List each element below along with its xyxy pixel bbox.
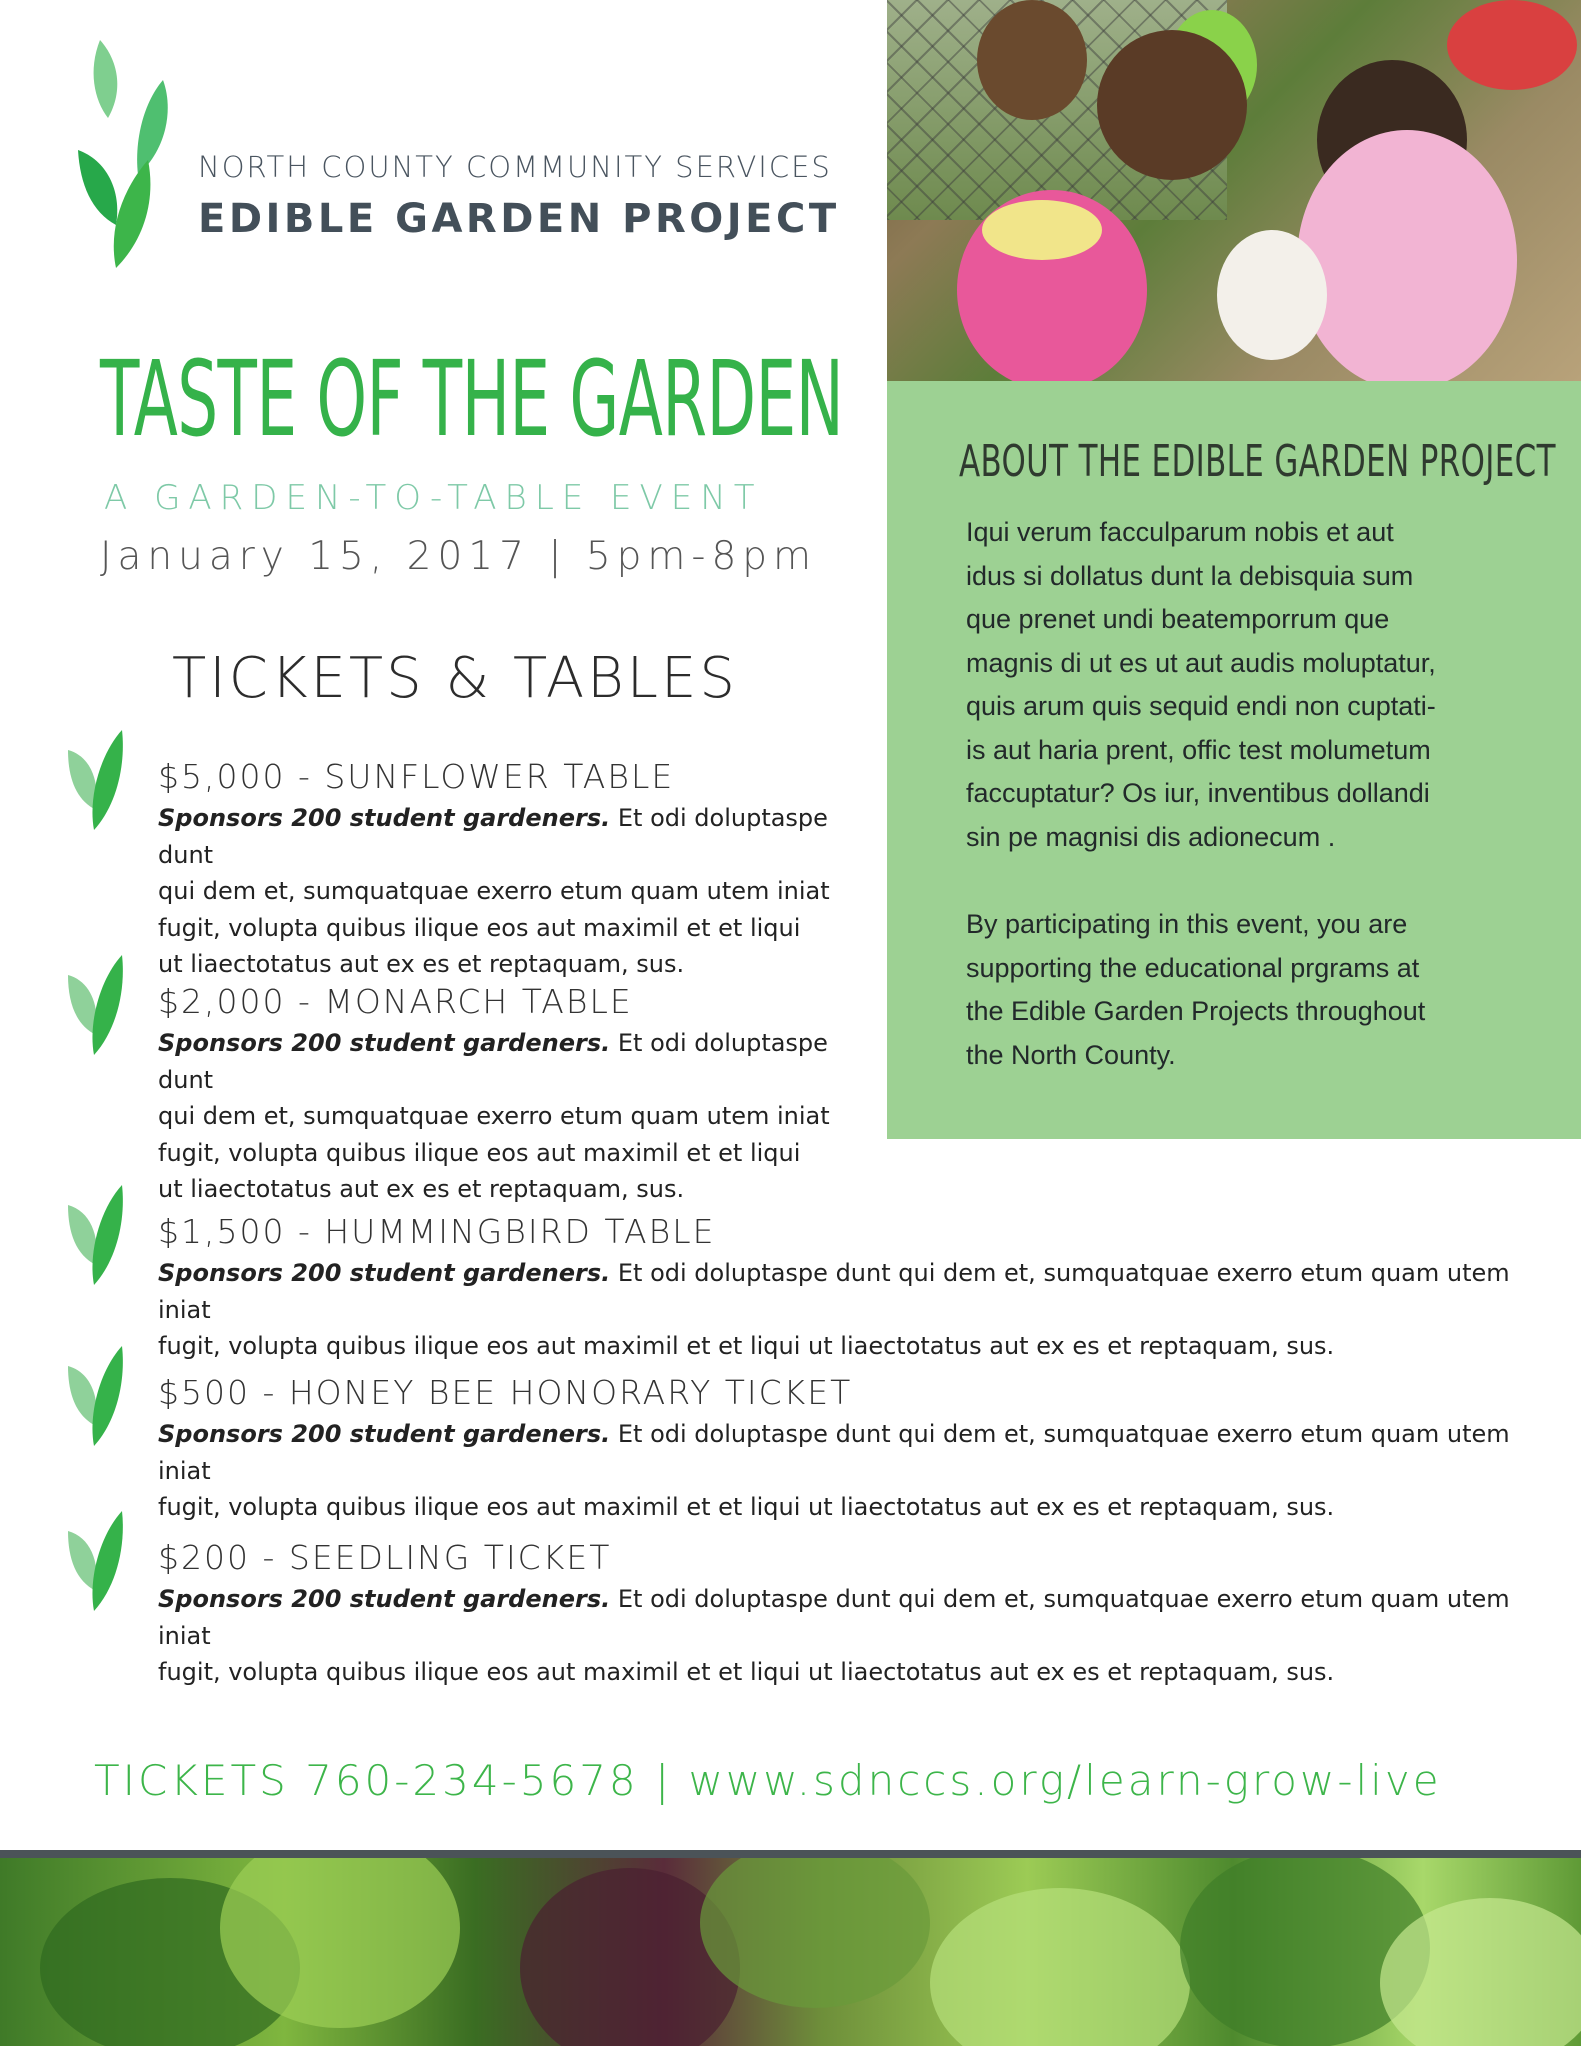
- tier-line: Et odi doluptaspe dunt: [158, 1029, 828, 1094]
- tier-line: Et odi doluptaspe dunt qui dem et, sumquatquae exerro etum quam utem iniat: [158, 1585, 1510, 1650]
- about-line: By participating in this event, you are: [966, 909, 1408, 939]
- tier-line: Et odi doluptaspe dunt qui dem et, sumquatquae exerro etum quam utem iniat: [158, 1259, 1510, 1324]
- event-subtitle: A GARDEN-TO-TABLE EVENT: [104, 478, 763, 518]
- about-line: idus si dollatus dunt la debisquia sum: [966, 560, 1414, 591]
- tier-description: [158, 1025, 858, 1208]
- about-paragraph-2: [966, 903, 1536, 1077]
- about-title: ABOUT THE EDIBLE GARDEN PROJECT: [959, 436, 1556, 487]
- tier-description: [158, 800, 858, 983]
- tier-line: ut liaectotatus aut ex es et reptaquam, sus.: [158, 1175, 685, 1203]
- about-line: is aut haria prent, offic test molumetum: [966, 734, 1431, 765]
- about-body: [966, 511, 1536, 1077]
- tier-line: Et odi doluptaspe dunt qui dem et, sumquatquae exerro etum quam utem iniat: [158, 1420, 1510, 1485]
- about-line: que prenet undi beatemporrum que: [966, 604, 1390, 634]
- org-name: NORTH COUNTY COMMUNITY SERVICES: [198, 150, 832, 184]
- tier-line: qui dem et, sumquatquae exerro etum quam utem iniat: [158, 1102, 830, 1130]
- tier-description: [158, 1255, 1558, 1365]
- leaf-bullet-icon: [68, 1511, 126, 1616]
- tier-line: fugit, volupta quibus ilique eos aut maximil et et liqui ut liaectotatus aut ex es et reptaquam, sus.: [158, 1332, 1335, 1360]
- leaf-logo-icon: [78, 40, 178, 275]
- tier-title: $500 - HONEY BEE HONORARY TICKET: [158, 1373, 853, 1412]
- project-name: EDIBLE GARDEN PROJECT: [198, 196, 840, 242]
- tier-description: [158, 1416, 1558, 1526]
- tier-line: fugit, volupta quibus ilique eos aut maximil et et liqui: [158, 1138, 801, 1167]
- leaf-bullet-icon: [68, 730, 126, 835]
- tier-lead: Sponsors 200 student gardeners.: [158, 1420, 611, 1448]
- about-paragraph-1: [966, 511, 1536, 859]
- leaf-bullet-icon: [68, 1346, 126, 1451]
- tier-title: $2,000 - MONARCH TABLE: [158, 982, 633, 1021]
- about-line: Iqui verum facculparum nobis et aut: [966, 517, 1394, 547]
- tier-line: qui dem et, sumquatquae exerro etum quam utem iniat: [158, 877, 830, 905]
- tier-description: [158, 1581, 1558, 1691]
- tier-title: $1,500 - HUMMINGBIRD TABLE: [158, 1212, 716, 1251]
- about-line: faccuptatur? Os iur, inventibus dollandi: [966, 778, 1430, 808]
- contact-line: TICKETS 760-234-5678 | www.sdnccs.org/learn-grow-live: [94, 1756, 1442, 1805]
- about-line: the Edible Garden Projects throughout: [966, 996, 1426, 1026]
- about-line: sin pe magnisi dis adionecum .: [966, 821, 1336, 852]
- tier-line: fugit, volupta quibus ilique eos aut maximil et et liqui ut liaectotatus aut ex es et reptaquam, sus.: [158, 1493, 1335, 1521]
- tier-line: fugit, volupta quibus ilique eos aut maximil et et liqui: [158, 913, 801, 942]
- tier-line: Et odi doluptaspe dunt: [158, 804, 828, 869]
- tier-lead: Sponsors 200 student gardeners.: [158, 1585, 611, 1613]
- about-line: magnis di ut es ut aut audis moluptatur,: [966, 647, 1436, 678]
- leaf-bullet-icon: [68, 1185, 126, 1290]
- about-panel: [887, 381, 1581, 1139]
- about-line: supporting the educational prgrams at: [966, 952, 1420, 983]
- event-title: TASTE OF THE GARDEN: [100, 338, 844, 460]
- tier-line: fugit, volupta quibus ilique eos aut maximil et et liqui ut liaectotatus aut ex es et reptaquam, sus.: [158, 1658, 1335, 1686]
- divider: [0, 1850, 1581, 1858]
- tier-lead: Sponsors 200 student gardeners.: [158, 804, 611, 832]
- lettuce-photo: [0, 1858, 1581, 2046]
- children-garden-photo: [887, 0, 1581, 381]
- tier-title: $5,000 - SUNFLOWER TABLE: [158, 757, 675, 796]
- tickets-heading: TICKETS & TABLES: [172, 646, 738, 711]
- about-line: quis arum quis sequid endi non cuptati-: [966, 691, 1436, 721]
- tier-line: ut liaectotatus aut ex es et reptaquam, sus.: [158, 950, 685, 978]
- tier-title: $200 - SEEDLING TICKET: [158, 1538, 612, 1577]
- leaf-bullet-icon: [68, 955, 126, 1060]
- event-date: January 15, 2017 | 5pm-8pm: [100, 534, 818, 579]
- tier-lead: Sponsors 200 student gardeners.: [158, 1259, 611, 1287]
- tier-lead: Sponsors 200 student gardeners.: [158, 1029, 611, 1057]
- about-line: the North County.: [966, 1039, 1176, 1070]
